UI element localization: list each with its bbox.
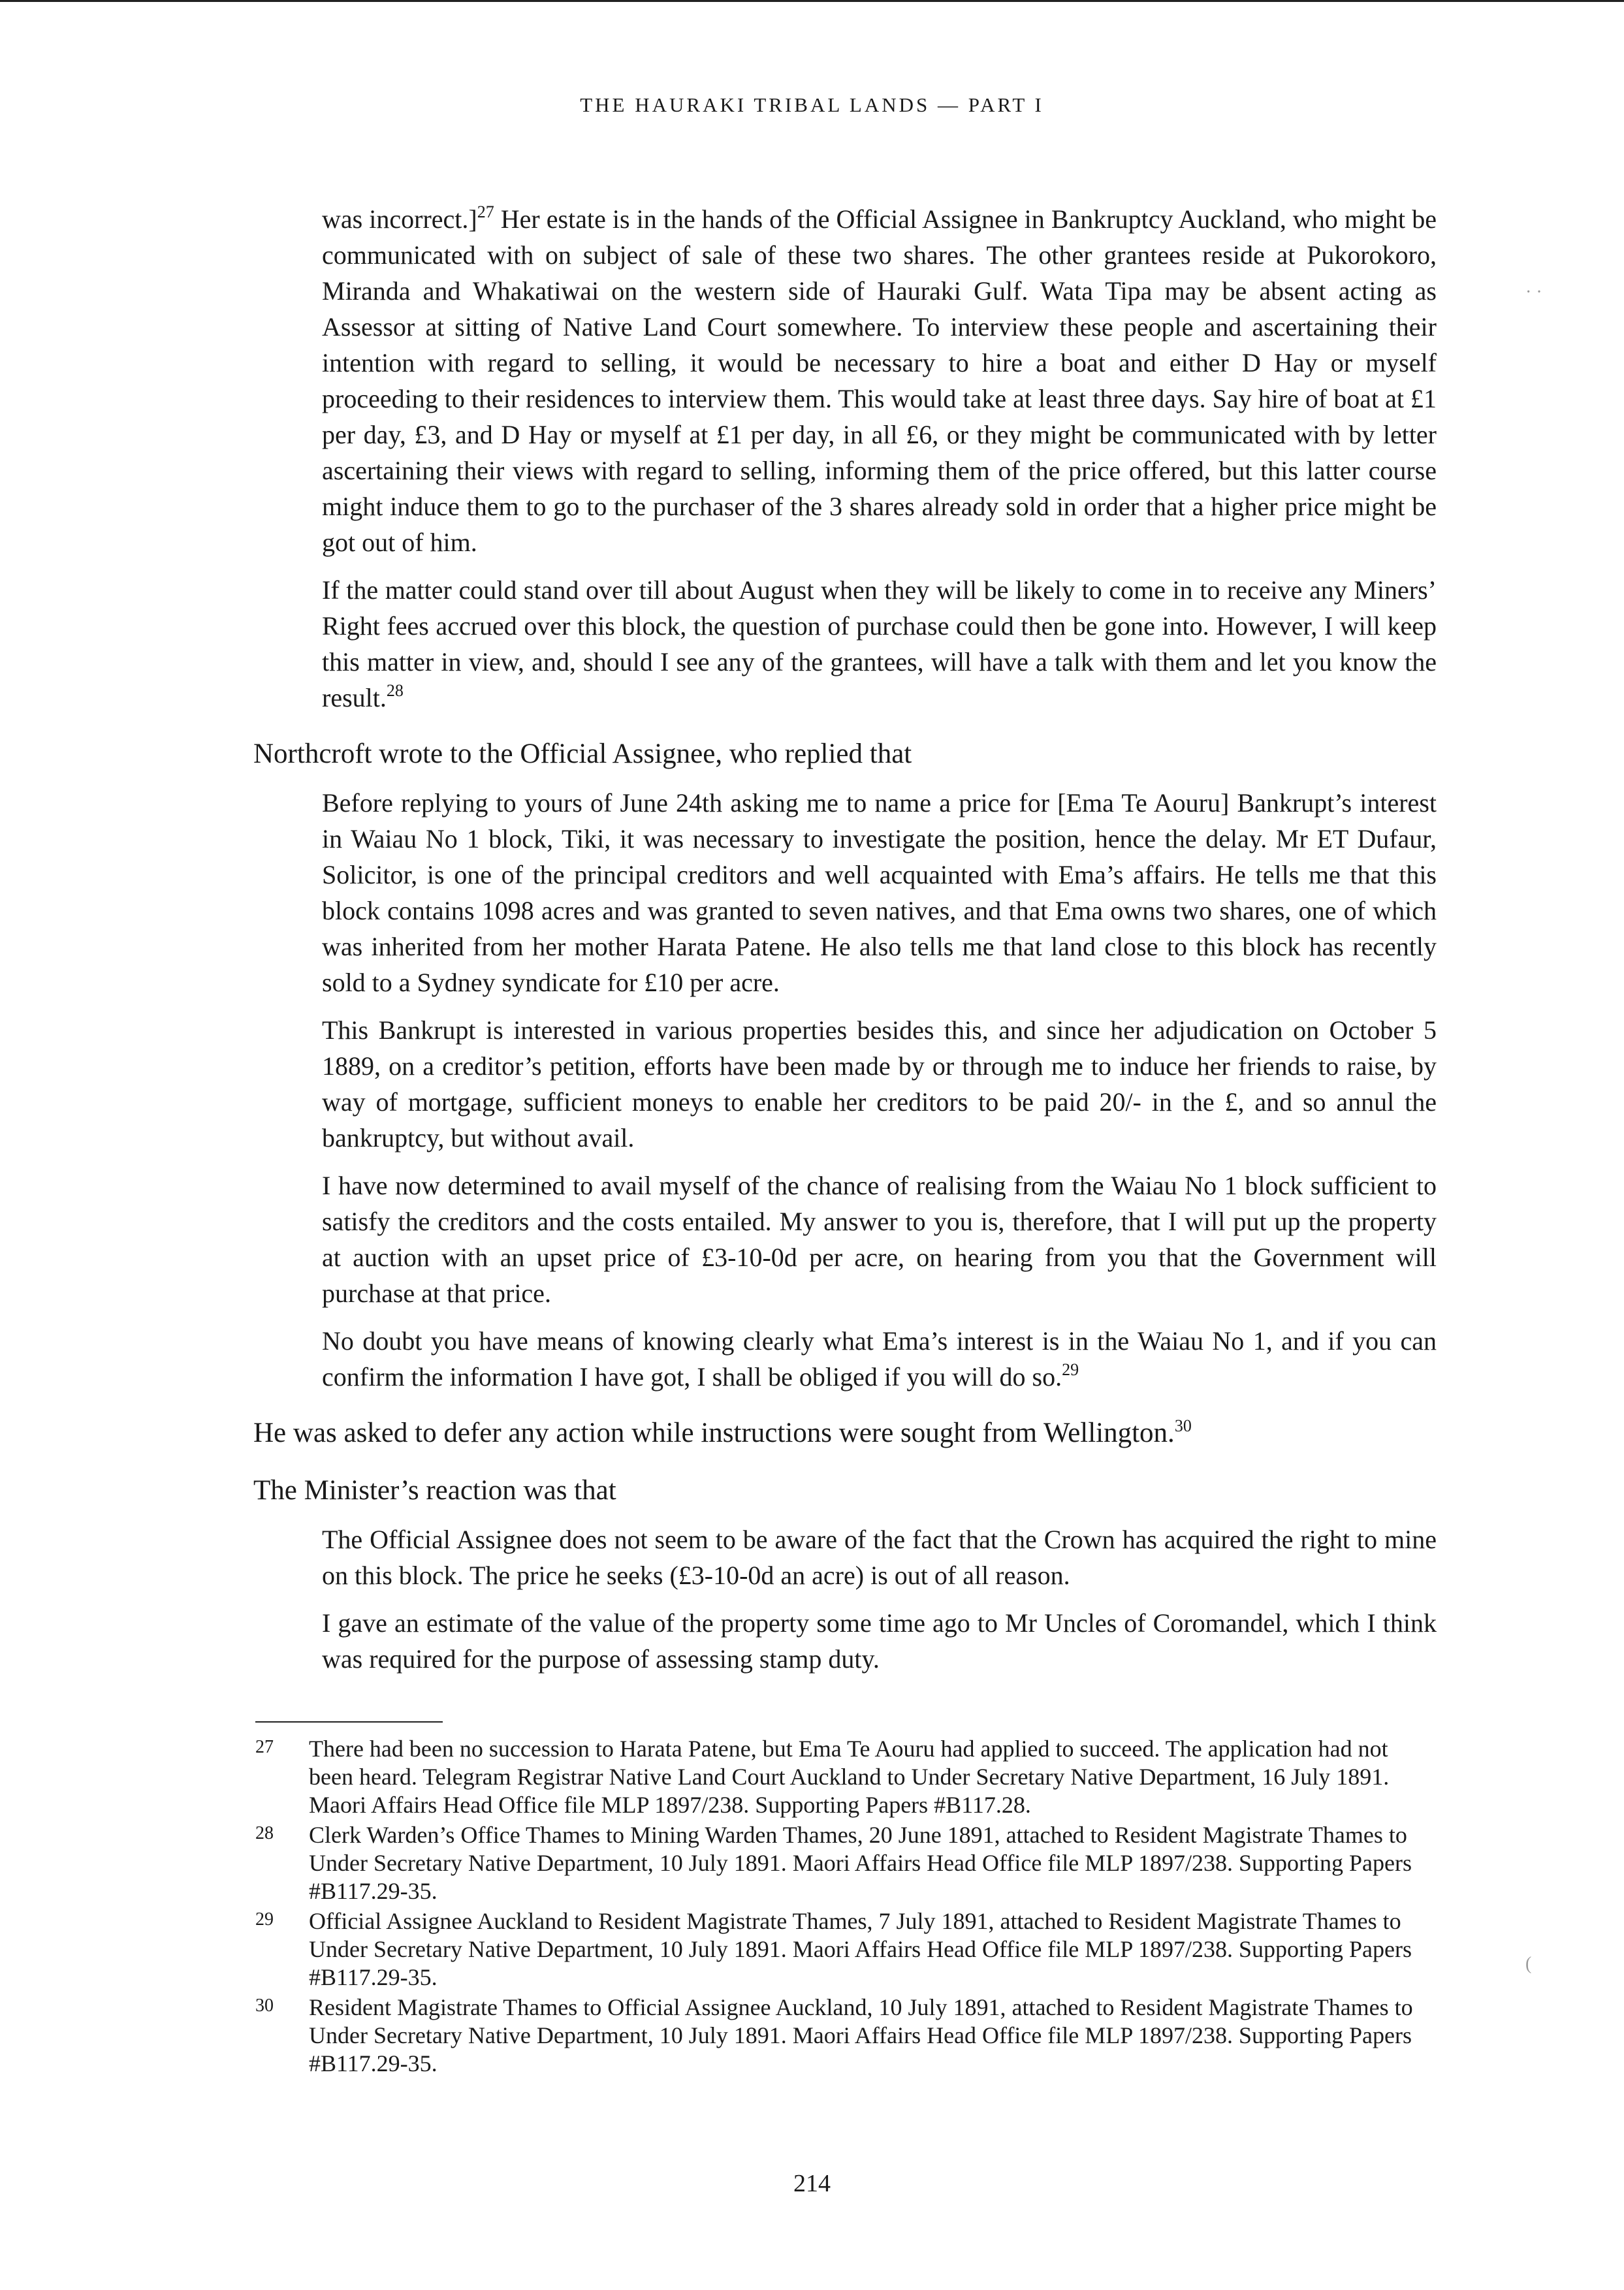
- footnote-text: Official Assignee Auckland to Resident Magistrate Thames, 7 July 1891, attached to Resident Magistrate Thames to Under Secretary Native Department, 10 July 1891. Maori Affairs Head Office file MLP 1897/238. Supporting Papers #B117.29-35.: [309, 1908, 1412, 1990]
- quote-paragraph: [322, 1605, 1437, 1677]
- main-text: [253, 201, 1437, 1677]
- block-quote: [322, 1521, 1437, 1677]
- footnote: [255, 1907, 1436, 1992]
- block-quote: [322, 201, 1437, 716]
- footnote: [255, 1994, 1436, 2078]
- footnote: [255, 1735, 1436, 1819]
- paragraph-text-continued: Her estate is in the hands of the Official Assignee in Bankruptcy Auckland, who might be communicated with on subject of sale of these two shares. The other grantees reside at Pukorokoro, Miranda and Whakatiwai on the western side of Hauraki Gulf. Wata Tipa may be absent acting as Assessor at sitting of Native Land Court somewhere. To interview these people and ascertaining their intention with regard to selling, it would be necessary to hire a boat and either D Hay or myself proceeding to their residences to interview them. This would take at least three days. Say hire of boat at £1 per day, £3, and D Hay or myself at £1 per day, in all £6, or they might be communicated with by letter ascertaining their views with regard to selling, informing them of the price offered, but this latter course might induce them to go to the purchaser of the 3 shares already sold in order that a higher price might be got out of him.: [322, 204, 1437, 557]
- paragraph-text: I gave an estimate of the value of the property some time ago to Mr Uncles of Coromandel, which I think was required for the purpose of assessing stamp duty.: [322, 1608, 1437, 1674]
- paragraph-text: No doubt you have means of knowing clearly what Ema’s interest is in the Waiau No 1, and if you can confirm the information I have got, I shall be obliged if you will do so.: [322, 1326, 1437, 1391]
- top-rule: [0, 0, 1624, 2]
- quote-paragraph: [322, 1012, 1437, 1156]
- footnote-rule: [255, 1721, 443, 1723]
- footnotes: [255, 1735, 1436, 2080]
- footnote: [255, 1821, 1436, 1905]
- paragraph-text: If the matter could stand over till about August when they will be likely to come in to receive any Miners’ Right fees accrued over this block, the question of purchase could then be gone into. However, I will keep this matter in view, and, should I see any of the grantees, will have a talk with them and let you know the result.: [322, 575, 1437, 712]
- paragraph-text: The Minister’s reaction was that: [253, 1475, 616, 1506]
- quote-paragraph: [322, 1168, 1437, 1311]
- narrative-paragraph: [253, 1414, 1437, 1452]
- scan-speck: (: [1525, 1954, 1532, 1974]
- quote-paragraph: [322, 785, 1437, 1000]
- paragraph-text: was incorrect.]: [322, 204, 477, 234]
- footnote-number: 28: [255, 1823, 274, 1843]
- paragraph-text: He was asked to defer any action while instructions were sought from Wellington.: [253, 1418, 1175, 1448]
- quote-paragraph: [322, 1323, 1437, 1395]
- paragraph-text: I have now determined to avail myself of the chance of realising from the Waiau No 1 block sufficient to satisfy the creditors and the costs entailed. My answer to you is, therefore, that I will put up the property at auction with an upset price of £3-10-0d per acre, on hearing from you that the Government will purchase at that price.: [322, 1171, 1437, 1308]
- footnote-text: There had been no succession to Harata Patene, but Ema Te Aouru had applied to succeed. The application had not been heard. Telegram Registrar Native Land Court Auckland to Under Secretary Native Department, 16 July 1891. Maori Affairs Head Office file MLP 1897/238. Supporting Papers #B117.28.: [309, 1736, 1390, 1818]
- quote-paragraph: [322, 201, 1437, 560]
- footnote-text: Resident Magistrate Thames to Official Assignee Auckland, 10 July 1891, attached to Resident Magistrate Thames to Under Secretary Native Department, 10 July 1891. Maori Affairs Head Office file MLP 1897/238. Supporting Papers #B117.29-35.: [309, 1994, 1413, 2076]
- block-quote: [322, 785, 1437, 1395]
- footnote-number: 27: [255, 1737, 274, 1757]
- scan-speck: · ·: [1525, 282, 1542, 302]
- footnote-ref: 29: [1062, 1360, 1079, 1379]
- running-head: THE HAURAKI TRIBAL LANDS — PART I: [580, 93, 1044, 116]
- footnote-ref: 28: [386, 681, 404, 700]
- footnote-text: Clerk Warden’s Office Thames to Mining Warden Thames, 20 June 1891, attached to Resident Magistrate Thames to Under Secretary Native Department, 10 July 1891. Maori Affairs Head Office file MLP 1897/238. Supporting Papers #B117.29-35.: [309, 1822, 1412, 1904]
- footnote-ref: 27: [477, 202, 494, 221]
- paragraph-text: The Official Assignee does not seem to be aware of the fact that the Crown has acquired the right to mine on this block. The price he seeks (£3-10-0d an acre) is out of all reason.: [322, 1525, 1437, 1590]
- quote-paragraph: [322, 572, 1437, 716]
- narrative-paragraph: [253, 1472, 1437, 1510]
- footnote-number: 29: [255, 1909, 274, 1930]
- footnote-ref: 30: [1174, 1416, 1192, 1435]
- page-number: 214: [793, 2170, 831, 2197]
- quote-paragraph: [322, 1521, 1437, 1593]
- paragraph-text: Before replying to yours of June 24th asking me to name a price for [Ema Te Aouru] Bankrupt’s interest in Waiau No 1 block, Tiki, it was necessary to investigate the position, hence the delay. Mr ET Dufaur, Solicitor, is one of the principal creditors and well acquainted with Ema’s affairs. He tells me that this block contains 1098 acres and was granted to seven natives, and that Ema owns two shares, one of which was inherited from her mother Harata Patene. He also tells me that land close to this block has recently sold to a Sydney syndicate for £10 per acre.: [322, 788, 1437, 997]
- narrative-paragraph: [253, 735, 1437, 773]
- footnote-number: 30: [255, 1996, 274, 2016]
- paragraph-text: This Bankrupt is interested in various properties besides this, and since her adjudication on October 5 1889, on a creditor’s petition, efforts have been made by or through me to induce her friends to raise, by way of mortgage, sufficient moneys to enable her creditors to be paid 20/- in the £, and so annul the bankruptcy, but without avail.: [322, 1015, 1437, 1153]
- paragraph-text: Northcroft wrote to the Official Assignee, who replied that: [253, 739, 912, 769]
